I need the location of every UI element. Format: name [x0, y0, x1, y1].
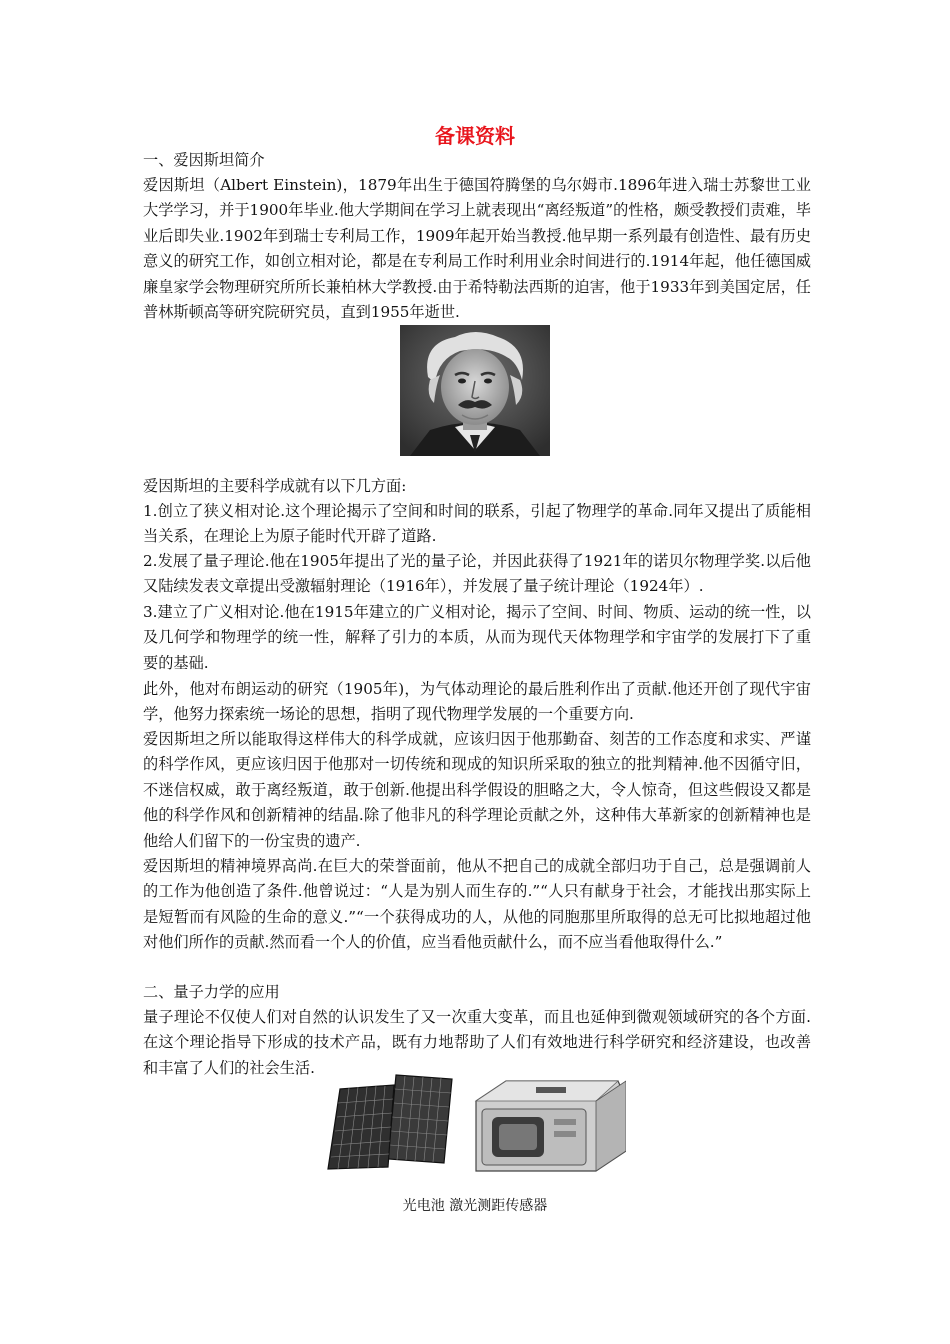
- figure-caption: 光电池 激光测距传感器: [402, 1198, 548, 1214]
- brownian-paragraph: 此外，他对布朗运动的研究（1905年)，为气体动理论的最后胜利作出了贡献.他还开创了现代宇宙学，他努力探索统一场论的思想，指明了现代物理学发展的一个重要方向.: [143, 680, 811, 724]
- character-paragraph: 爱因斯坦的精神境界高尚.在巨大的荣誉面前，他从不把自己的成就全部归功于自己，总是强调前人的工作为他创造了条件.他曾说过：“人是为别人而生存的.”“人只有献身于社会，才能找出那实际上是短暂而有风险的生命的意义.”“一个获得成功的人，从他的同胞那里所取得的总无可比拟地超过他对他们所作的贡献.然而看一个人的价值，应当看他贡献什么，而不应当看他取得什么.”: [143, 857, 811, 952]
- solar-panel-front: [328, 1085, 394, 1169]
- solar-panel-back: [388, 1075, 452, 1163]
- section-1-heading: 一、爱因斯坦简介: [143, 151, 265, 169]
- laser-sensor: [476, 1081, 626, 1171]
- achievement-1: 1.创立了狭义相对论.这个理论揭示了空间和时间的联系，引起了物理学的革命.同年又提出了质能相当关系，在理论上为原子能时代开辟了道路.: [143, 502, 811, 546]
- achievement-2: 2.发展了量子理论.他在1905年提出了光的量子论，并因此获得了1921年的诺贝尔物理学奖.以后他又陆续发表文章提出受激辐射理论（1916年），并发展了量子统计理论（1924年）.: [143, 552, 811, 596]
- achievements-intro: 爱因斯坦的主要科学成就有以下几方面:: [143, 477, 407, 495]
- page-title: 备课资料: [435, 124, 515, 148]
- spirit-paragraph: 爱因斯坦之所以能取得这样伟大的科学成就，应该归因于他那勤奋、刻苦的工作态度和求实、严谨的科学作风，更应该归因于他那对一切传统和现成的知识所采取的独立的批判精神.他不因循守旧，不迷信权威，敢于离经叛道，敢于创新.他提出科学假设的胆略之大，令人惊奇，但这些假设又都是他的科学作风和创新精神的结晶.除了他非凡的科学理论贡献之外，这种伟大革新家的创新精神也是他给人们留下的一份宝贵的遗产.: [143, 730, 811, 850]
- intro-paragraph: 爱因斯坦（Albert Einstein)，1879年出生于德国符腾堡的乌尔姆市.1896年进入瑞士苏黎世工业大学学习，并于1900年毕业.他大学期间在学习上就表现出“离经叛道”的性格，颇受教授们责难，毕业后即失业.1902年到瑞士专利局工作，1909年起开始当教授.他早期一系列最有创造性、最有历史意义的研究工作，如创立相对论，都是在专利局工作时利用业余时间进行的.1914年起，他任德国威廉皇家学会物理研究所所长兼柏林大学教授.由于希特勒法西斯的迫害，他于1933年到美国定居，任普林斯顿高等研究院研究员，直到1955年逝世.: [143, 176, 811, 322]
- quantum-application-paragraph: 量子理论不仅使人们对自然的认识发生了又一次重大变革，而且也延伸到微观领域研究的各个方面.在这个理论指导下形成的技术产品，既有力地帮助了人们有效地进行科学研究和经济建设，也改善和丰富了人们的社会生活.: [143, 1008, 811, 1077]
- products-illustration: [326, 1073, 626, 1173]
- einstein-portrait: [400, 325, 550, 456]
- achievement-3: 3.建立了广义相对论.他在1915年建立的广义相对论，揭示了空间、时间、物质、运动的统一性，以及几何学和物理学的统一性，解释了引力的本质，从而为现代天体物理学和宇宙学的发展打下了重要的基础.: [143, 603, 811, 672]
- section-2-heading: 二、量子力学的应用: [143, 983, 280, 1001]
